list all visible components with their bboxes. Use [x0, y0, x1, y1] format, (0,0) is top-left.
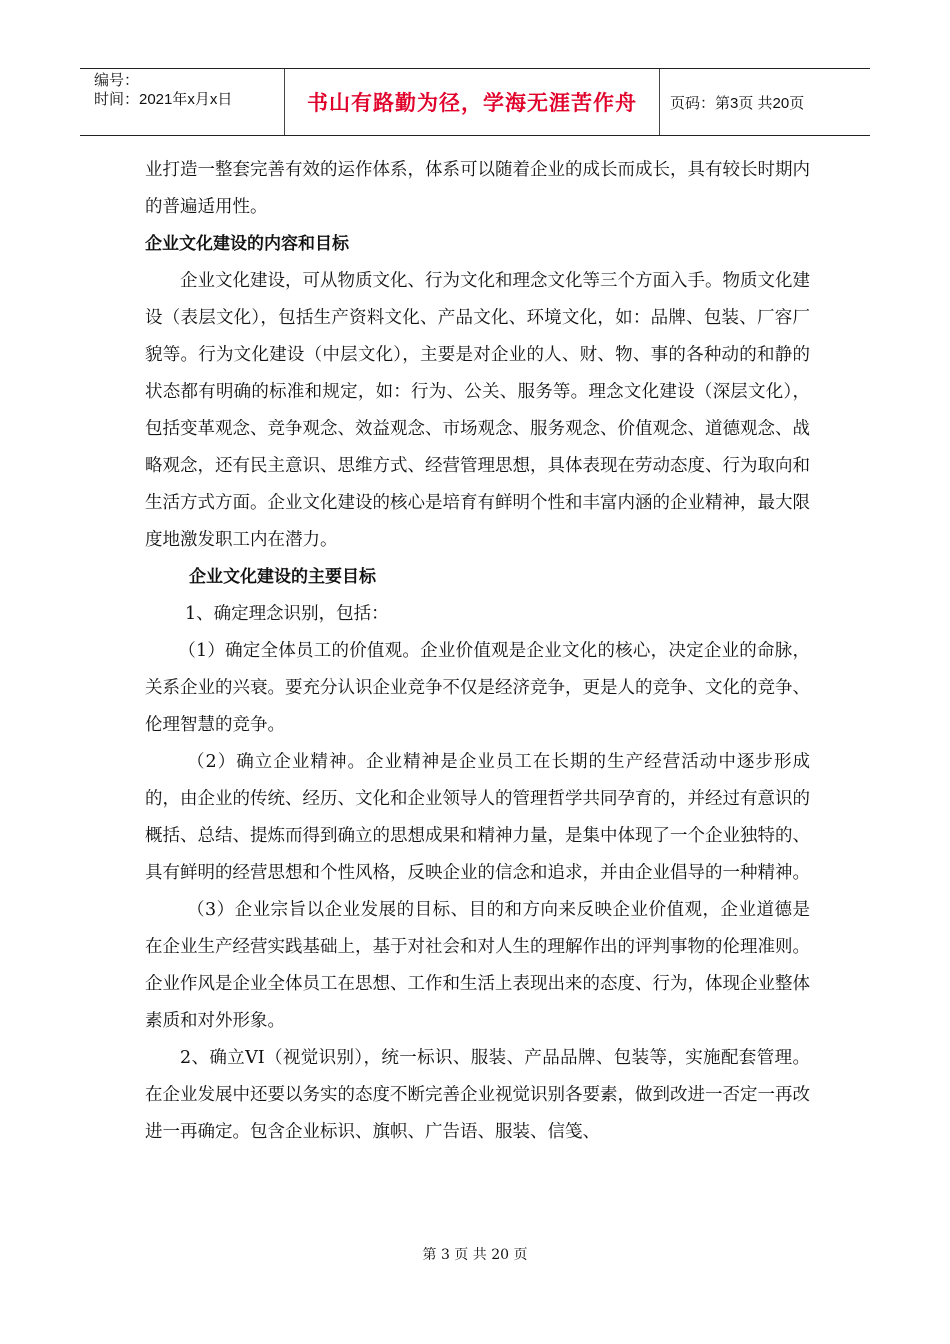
paragraph: 业打造一整套完善有效的运作体系，体系可以随着企业的成长而成长，具有较长时期内的普遍适用性。 [145, 160, 810, 217]
page-code-text: 页码：第3页 共20页 [670, 94, 805, 112]
footer-page-number: 第 3 页 共 20 页 [422, 1247, 528, 1263]
list-item: （2）确立企业精神。企业精神是企业员工在长期的生产经营活动中逐步形成的，由企业的传统、经历、文化和企业领导人的管理哲学共同孕育的，并经过有意识的概括、总结、提炼而得到确立的思想成果和精神力量，是集中体现了一个企业独特的、具有鲜明的经营思想和个性风格，反映企业的信念和追求，并由企业倡导的一种精神。 [145, 752, 810, 883]
header-motto-cell [285, 69, 660, 135]
list-item: 1、确定理念识别，包括： [185, 604, 389, 624]
paragraph: 企业文化建设，可从物质文化、行为文化和理念文化等三个方面入手。物质文化建设（表层文化），包括生产资料文化、产品文化、环境文化，如：品牌、包装、厂容厂貌等。行为文化建设（中层文化），主要是对企业的人、财、物、事的各种动的和静的状态都有明确的标准和规定，如：行为、公关、服务等。理念文化建设（深层文化），包括变革观念、竞争观念、效益观念、市场观念、服务观念、价值观念、道德观念、战略观念，还有民主意识、思维方式、经营管理思想，具体表现在劳动态度、行为取向和生活方式方面。企业文化建设的核心是培育有鲜明个性和丰富内涵的企业精神，最大限度地激发职工内在潜力。 [145, 271, 810, 550]
header-page-code [660, 69, 870, 135]
page-footer [0, 1244, 950, 1264]
header-meta [80, 69, 285, 135]
list-item: 2、确立VI（视觉识别），统一标识、服装、产品品牌、包装等，实施配套管理。在企业发展中还要以务实的态度不断完善企业视觉识别各要素，做到改进一否定一再改进一再确定。包含企业标识、旗帜、广告语、服装、信笺、 [145, 1048, 810, 1142]
time-label: 时间：2021年x月x日 [94, 91, 233, 108]
motto-text: 书山有路勤为径，学海无涯苦作舟 [307, 91, 637, 115]
section-heading: 企业文化建设的主要目标 [189, 567, 376, 587]
list-item: （1）确定全体员工的价值观。企业价值观是企业文化的核心，决定企业的命脉，关系企业的兴衰。要充分认识企业竞争不仅是经济竞争，更是人的竞争、文化的竞争、伦理智慧的竞争。 [145, 641, 810, 735]
document-body [145, 152, 810, 1151]
list-item: （3）企业宗旨以企业发展的目标、目的和方向来反映企业价值观，企业道德是在企业生产经营实践基础上，基于对社会和对人生的理解作出的评判事物的伦理准则。企业作风是企业全体员工在思想、工作和生活上表现出来的态度、行为，体现企业整体素质和对外形象。 [145, 900, 810, 1031]
number-label: 编号： [94, 72, 140, 89]
document-header [80, 68, 870, 136]
section-heading: 企业文化建设的内容和目标 [145, 234, 349, 254]
